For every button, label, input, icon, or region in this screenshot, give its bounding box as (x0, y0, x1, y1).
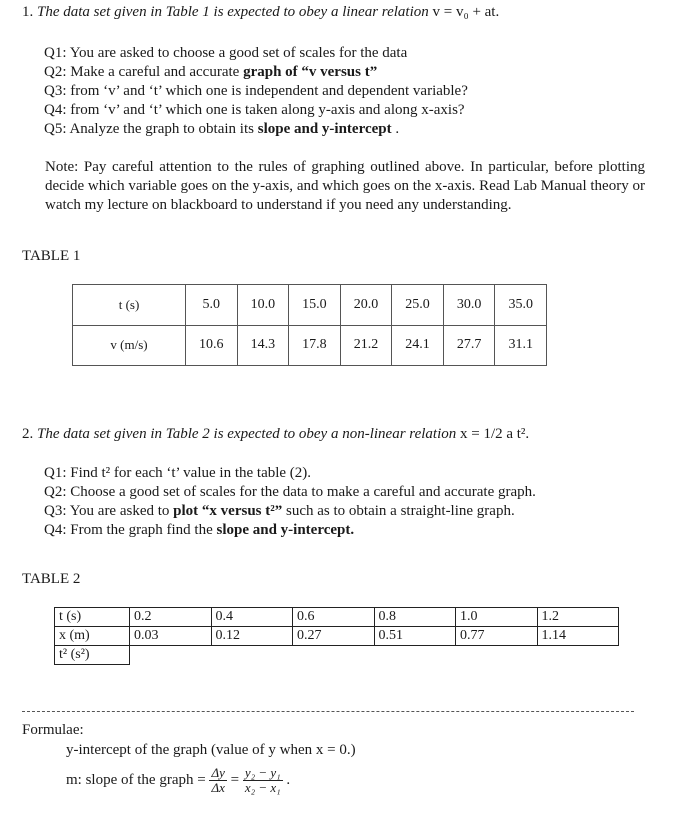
question-text-end: . (395, 121, 400, 137)
dashed-divider (22, 711, 634, 712)
formula-end: . (286, 771, 291, 788)
row-header: t² (s²) (55, 646, 130, 665)
formulae-title: Formulae: (22, 722, 84, 738)
table-cell: 10.6 (186, 325, 238, 366)
question-item (44, 521, 536, 540)
table-1 (72, 284, 547, 366)
table-cell: 24.1 (392, 325, 444, 366)
equals-sign: = (230, 771, 240, 788)
question-label: Q5: (44, 121, 67, 137)
table-row (55, 627, 619, 646)
table-cell: 1.0 (456, 608, 538, 627)
question-bold-text: slope and y-intercept. (216, 522, 355, 538)
table-2 (54, 607, 619, 665)
x-difference: x₂ − x₁ (244, 780, 281, 795)
question-item (44, 101, 468, 120)
question-bold-text: plot “x versus t²” (173, 503, 283, 519)
table-row (73, 285, 547, 326)
question-text-end: such as to obtain a straight-line graph. (286, 503, 515, 519)
table-cell: 25.0 (392, 285, 444, 326)
delta-fraction (209, 766, 226, 795)
question-item (44, 502, 536, 521)
graphing-note: Note: Pay careful attention to the rules of graphing outlined above. In particular, before plotting decide which variable goes on the y-axis, and which goes on the x-axis. Read Lab Manual theory or watch my lecture on blackboard to understand if you need any understanding. (45, 159, 645, 213)
row-header: t (s) (55, 608, 130, 627)
table-cell (537, 646, 619, 665)
question-label: Q3: (44, 83, 67, 99)
table-2-label: TABLE 2 (22, 571, 81, 587)
table-cell: 31.1 (495, 325, 547, 366)
table-cell: 0.27 (293, 627, 375, 646)
row-header: x (m) (55, 627, 130, 646)
table-row (55, 646, 619, 665)
table-cell: 0.12 (211, 627, 293, 646)
table-cell: 15.0 (289, 285, 341, 326)
row-header: v (m/s) (73, 325, 186, 366)
question-label: Q1: (44, 465, 67, 481)
table-cell: 0.6 (293, 608, 375, 627)
question-bold-text: slope and y-intercept (257, 121, 392, 137)
table-cell: 1.14 (537, 627, 619, 646)
question-text: Choose a good set of scales for the data to make a careful and accurate graph. (70, 484, 536, 500)
question-text: from ‘v’ and ‘t’ which one is independent and dependent variable? (70, 83, 468, 99)
table-cell: 10.0 (237, 285, 289, 326)
problem-1-questions (44, 44, 468, 139)
table-cell: 0.8 (374, 608, 456, 627)
problem-2-statement: The data set given in Table 2 is expected to obey a non-linear relation (37, 426, 457, 442)
formula-slope (66, 766, 290, 795)
table-cell: 21.2 (340, 325, 392, 366)
table-cell: 30.0 (443, 285, 495, 326)
problem-1-statement: The data set given in Table 1 is expected to obey a linear relation (37, 4, 429, 20)
question-label: Q3: (44, 503, 67, 519)
question-item (44, 63, 468, 82)
table-cell: 0.2 (130, 608, 212, 627)
delta-y: Δy (211, 765, 225, 780)
table-cell: 0.4 (211, 608, 293, 627)
question-item (44, 120, 468, 139)
problem-1-number: 1. (22, 4, 34, 20)
delta-x: Δx (211, 780, 225, 795)
question-item (44, 483, 536, 502)
table-1-label: TABLE 1 (22, 248, 81, 264)
question-label: Q4: (44, 522, 67, 538)
table-row (55, 608, 619, 627)
slope-label: m: slope of the graph = (66, 771, 206, 788)
table-cell: 1.2 (537, 608, 619, 627)
question-label: Q2: (44, 484, 67, 500)
formula-y-intercept: y-intercept of the graph (value of y when x = 0.) (66, 742, 356, 758)
question-text: Make a careful and accurate (70, 64, 240, 80)
table-cell: 17.8 (289, 325, 341, 366)
y-difference: y₂ − y₁ (244, 765, 281, 780)
table-cell (374, 646, 456, 665)
table-cell: 0.77 (456, 627, 538, 646)
table-cell (130, 646, 212, 665)
table-cell: 20.0 (340, 285, 392, 326)
table-cell: 14.3 (237, 325, 289, 366)
problem-2-number: 2. (22, 426, 34, 442)
problem-2-title (22, 426, 529, 443)
problem-1-relation: v = v₀ + at. (432, 4, 500, 20)
question-item (44, 82, 468, 101)
table-row (73, 325, 547, 366)
table-cell (211, 646, 293, 665)
question-label: Q4: (44, 102, 67, 118)
question-text: from ‘v’ and ‘t’ which one is taken along y-axis and along x-axis? (70, 102, 465, 118)
row-header: t (s) (73, 285, 186, 326)
question-label: Q2: (44, 64, 67, 80)
points-fraction (243, 766, 283, 795)
table-cell (293, 646, 375, 665)
table-cell (456, 646, 538, 665)
problem-2-relation: x = 1/2 a t². (459, 426, 530, 442)
table-cell: 5.0 (186, 285, 238, 326)
table-cell: 0.51 (374, 627, 456, 646)
table-cell: 27.7 (443, 325, 495, 366)
question-label: Q1: (44, 45, 67, 61)
question-text: You are asked to (69, 503, 170, 519)
problem-2-questions (44, 464, 536, 540)
question-text: Analyze the graph to obtain its (69, 121, 254, 137)
table-cell: 0.03 (130, 627, 212, 646)
question-text: Find t² for each ‘t’ value in the table (2). (70, 465, 312, 481)
table-cell: 35.0 (495, 285, 547, 326)
question-text: From the graph find the (70, 522, 213, 538)
question-item (44, 464, 536, 483)
question-bold-text: graph of “v versus t” (243, 64, 378, 80)
question-text: You are asked to choose a good set of scales for the data (69, 45, 408, 61)
problem-1-title (22, 4, 499, 21)
question-item (44, 44, 468, 63)
